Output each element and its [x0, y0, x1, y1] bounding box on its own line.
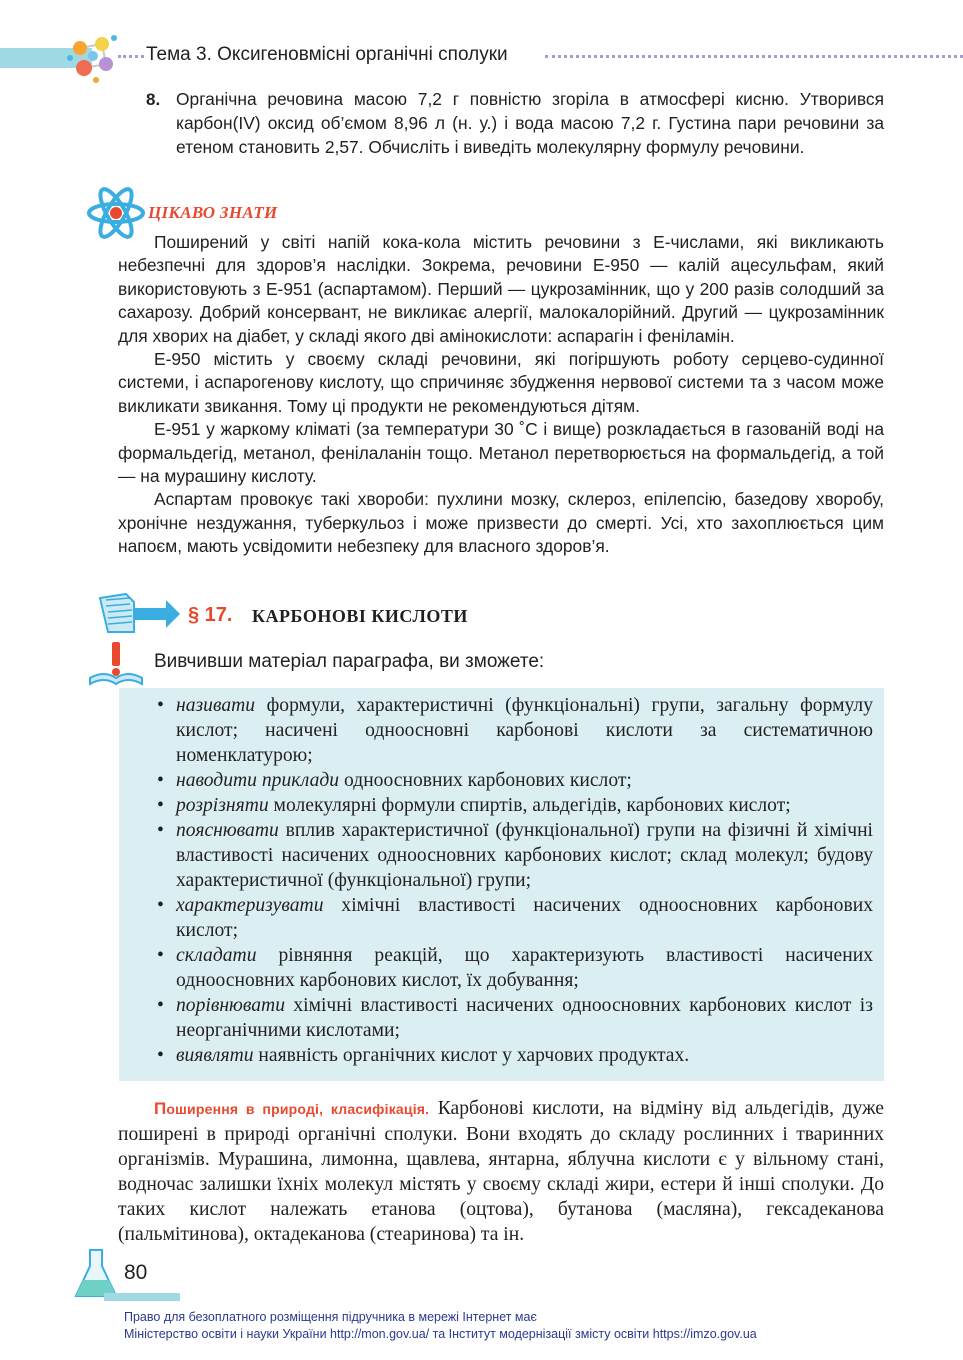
goal-text: хімічні властивості насичених одноосновних карбонових кислот із неорганічними кислотами; [176, 995, 873, 1041]
goal-item [157, 693, 873, 768]
goal-text: одноосновних карбонових кислот; [339, 770, 632, 791]
bullet-icon: • [157, 945, 164, 966]
interesting-paragraph: Поширений у світі напій кока-кола містить речовини з Е-числами, які викликають небезпечні для здоров’я наслідки. Зокрема, речовини Е-950 — калій ацесульфам, який використовують з Е-951 (аспартамом). Перший — цукрозамінник, що у 200 разів солодший за сахарозу. Добрий консервант, не викликає алергії, малокалорійний. Другий — цукрозамінник для хворих на діабет, у складі якого дві амінокислоти: аспарагін і феніламін. [118, 232, 884, 346]
goal-verb: наводити приклади [176, 770, 340, 791]
interesting-text [118, 231, 884, 559]
molecule-icon [62, 28, 124, 86]
goal-text: вплив характеристичної (функціональної) групи на фізичні й хімічні властивості насичених одноосновних карбонових кислот; склад молекул; будову характеристичної (функціональної) групи; [176, 820, 873, 891]
rights-notice-links: Міністерство освіти і науки України http://mon.gov.ua/ та Інститут модернізації змісту освіти https://imzo.gov.ua [124, 1327, 757, 1341]
goal-text: наявність органічних кислот у харчових продуктах. [253, 1045, 690, 1066]
task-number: 8. [146, 90, 161, 109]
interesting-title: ЦІКАВО ЗНАТИ [148, 203, 278, 222]
distribution-text: Карбонові кислоти, на відміну від альдегідів, дуже поширені в природі органічні сполуки. Вони входять до складу рослинних і тваринних організмів. Мурашина, лимонна, щавлева, янтарна, яблучна кислоти є у вільному стані, водночас залишки їхніх молекул містять у своєму складі жири, естери й інші сполуки. До таких кислот належать етанова (оцтова), бутанова (масляна), гексадеканова (пальмітинова), октадеканова (стеаринова) та ін. [118, 1098, 884, 1245]
bullet-icon: • [157, 820, 164, 841]
goal-verb: складати [176, 945, 257, 966]
header-dots [545, 55, 963, 58]
goal-verb: пояснювати [176, 820, 279, 841]
interesting-paragraph: Е-951 у жаркому кліматі (за температури 30 ˚С і вище) розкладається в газованій воді на формальдегід, метанол, фенілаланін тощо. Метанол перетворюється на формальдегід, а той — на мурашину кислоту. [118, 419, 884, 487]
bullet-icon: • [157, 795, 164, 816]
goal-text: формули, характеристичні (функціональні) групи, загальну формулу кислот; насичені одноосновні карбонові кислоти за систематичною номенклатурою; [176, 695, 873, 766]
book-arrow-icon [96, 592, 182, 634]
goal-verb: розрізняти [176, 795, 269, 816]
page-number: 80 [124, 1261, 148, 1284]
header-dots-left [118, 55, 144, 58]
bullet-icon: • [157, 1045, 164, 1066]
interesting-paragraph: Аспартам провокує такі хвороби: пухлини мозку, склероз, епілепсію, базедову хворобу, хронічне нездужання, туберкульоз і може призвести до смерті. Усі, хто захоплюється цим напоєм, мають усвідомити небезпеку для власного здоров’я. [118, 489, 884, 557]
goals-intro: Вивчивши матеріал параграфа, ви зможете: [154, 651, 545, 672]
task-text: Органічна речовина масою 7,2 г повністю згоріла в атмосфері кисню. Утворився карбон(IV) оксид об’ємом 8,96 л (н. у.) і вода масою 7,2 г. Густина пари речовини за етеном становить 2,57. Обчисліть і виведіть молекулярну формулу речовини. [176, 89, 884, 157]
goal-text: молекулярні формули спиртів, альдегідів, карбонових кислот; [268, 795, 791, 816]
goal-verb: характеризувати [176, 895, 324, 916]
lead-part: к [330, 1101, 339, 1117]
bullet-icon: • [157, 770, 164, 791]
goal-item [157, 893, 873, 943]
goal-item [157, 993, 873, 1043]
bullet-icon: • [157, 895, 164, 916]
goal-verb: порівнювати [176, 995, 285, 1016]
goal-item [157, 1043, 873, 1068]
goals-box [119, 688, 884, 1081]
distribution-paragraph [118, 1096, 884, 1247]
lead-cap: П [154, 1099, 167, 1118]
goal-item [157, 943, 873, 993]
goal-item [157, 793, 873, 818]
lead-comma: , [319, 1101, 331, 1117]
goal-text: рівняння реакцій, що характеризують властивості насичених одноосновних карбонових кислот, їх добування; [176, 945, 873, 991]
interesting-paragraph: Е-950 містить у своєму складі речовини, які погіршують роботу серцево-судинної системи, і аспарогенову кислоту, що спричиняє збудження нервової системи та з часом може викликати звикання. Тому ці продукти не рекомендуються дітям. [118, 349, 884, 416]
goal-verb: виявляти [176, 1045, 254, 1066]
rights-notice: Право для безоплатного розміщення підручника в мережі Інтернет має [124, 1310, 537, 1324]
lead-part: оширення в природі [166, 1101, 320, 1117]
topic-header: Тема 3. Оксигеновмісні органічні сполуки [146, 44, 508, 65]
distribution-lead [154, 1101, 429, 1117]
bullet-icon: • [157, 995, 164, 1016]
goals-list [157, 693, 873, 1068]
exclamation-book-icon [88, 640, 146, 686]
goal-verb: називати [176, 695, 256, 716]
bullet-icon: • [157, 695, 164, 716]
goal-item [157, 768, 873, 793]
goal-item [157, 818, 873, 893]
section-title: КАРБОНОВІ КИСЛОТИ [252, 606, 468, 626]
goal-text: хімічні властивості насичених одноосновних карбонових кислот; [176, 895, 873, 941]
footer-band [104, 1293, 180, 1301]
lead-part: ласифікація. [338, 1101, 430, 1117]
section-number: § 17. [188, 604, 233, 626]
